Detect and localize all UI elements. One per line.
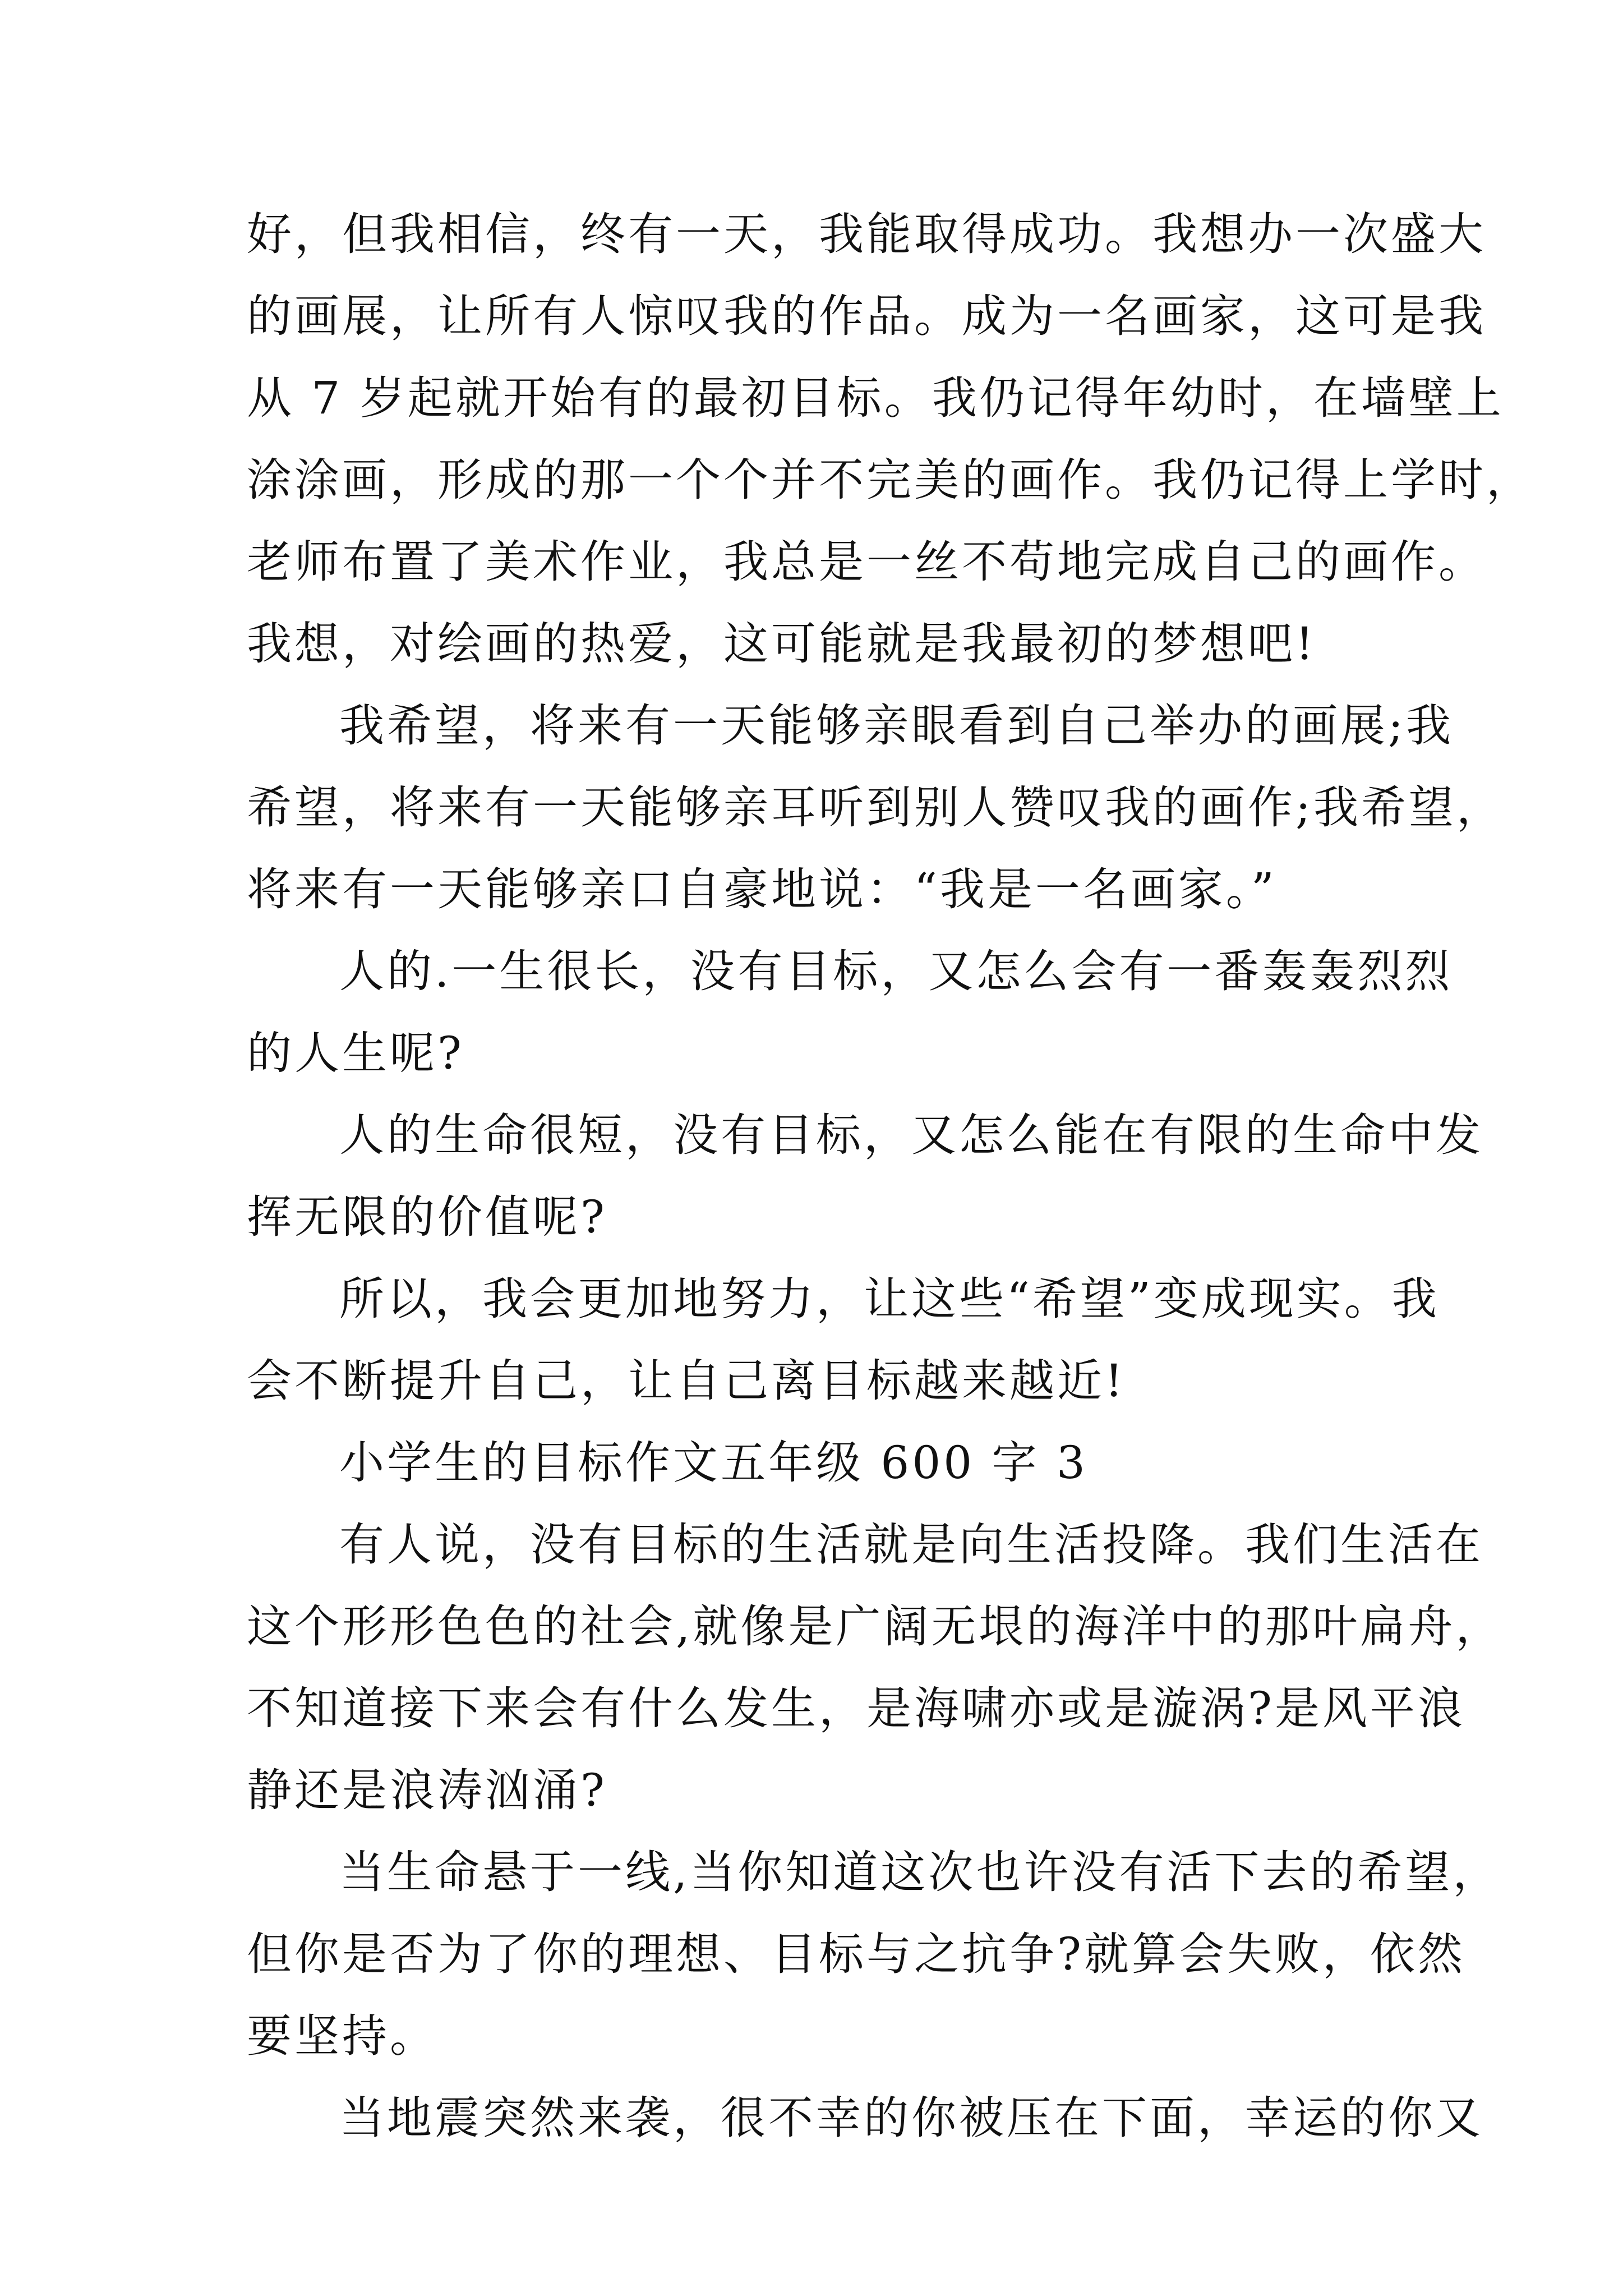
text-line: 希望，将来有一天能够亲耳听到别人赞叹我的画作;我希望，: [247, 781, 1504, 834]
text-line: 挥无限的价值呢?: [247, 1191, 607, 1243]
text-line: 人的.一生很长，没有目标，又怎么会有一番轰轰烈烈: [339, 945, 1453, 997]
text-line: 的画展，让所有人惊叹我的作品。成为一名画家，这可是我: [247, 290, 1486, 342]
text-line: 老师布置了美术作业，我总是一丝不苟地完成自己的画作。: [247, 536, 1486, 588]
text-line: 所以，我会更加地努力，让这些“希望”变成现实。我: [339, 1273, 1440, 1325]
text-line: 这个形形色色的社会,就像是广阔无垠的海洋中的那叶扁舟，: [247, 1600, 1504, 1653]
text-line: 人的生命很短，没有目标，又怎么能在有限的生命中发: [339, 1109, 1483, 1161]
text-line: 将来有一天能够亲口自豪地说：“我是一名画家。”: [247, 863, 1277, 915]
text-line: 好，但我相信，终有一天，我能取得成功。我想办一次盛大: [247, 208, 1486, 260]
text-line: 但你是否为了你的理想、目标与之抗争?就算会失败，依然: [247, 1928, 1465, 1980]
text-line: 要坚持。: [247, 2010, 437, 2062]
text-line: 有人说，没有目标的生活就是向生活投降。我们生活在: [339, 1519, 1483, 1571]
essay-body: [247, 194, 1534, 2159]
text-line: 不知道接下来会有什么发生，是海啸亦或是漩涡?是风平浪: [247, 1682, 1465, 1734]
text-line: 的人生呢?: [247, 1027, 464, 1079]
text-line: 会不断提升自己，让自己离目标越来越近!: [247, 1355, 1126, 1407]
text-line: 当生命悬于一线,当你知道这次也许没有活下去的希望，: [339, 1846, 1501, 1898]
text-line: 涂涂画，形成的那一个个并不完美的画作。我仍记得上学时，: [247, 454, 1534, 506]
text-line: 我想，对绘画的热爱，这可能就是我最初的梦想吧!: [247, 618, 1317, 670]
text-line: 从 7 岁起就开始有的最初目标。我仍记得年幼时，在墙壁上: [247, 372, 1504, 424]
text-line: 我希望，将来有一天能够亲眼看到自己举办的画展;我: [339, 700, 1454, 752]
text-line: 静还是浪涛汹涌?: [247, 1764, 607, 1816]
section-heading: 小学生的目标作文五年级 600 字 3: [339, 1437, 1088, 1489]
text-line: 当地震突然来袭，很不幸的你被压在下面，幸运的你又: [339, 2092, 1483, 2144]
